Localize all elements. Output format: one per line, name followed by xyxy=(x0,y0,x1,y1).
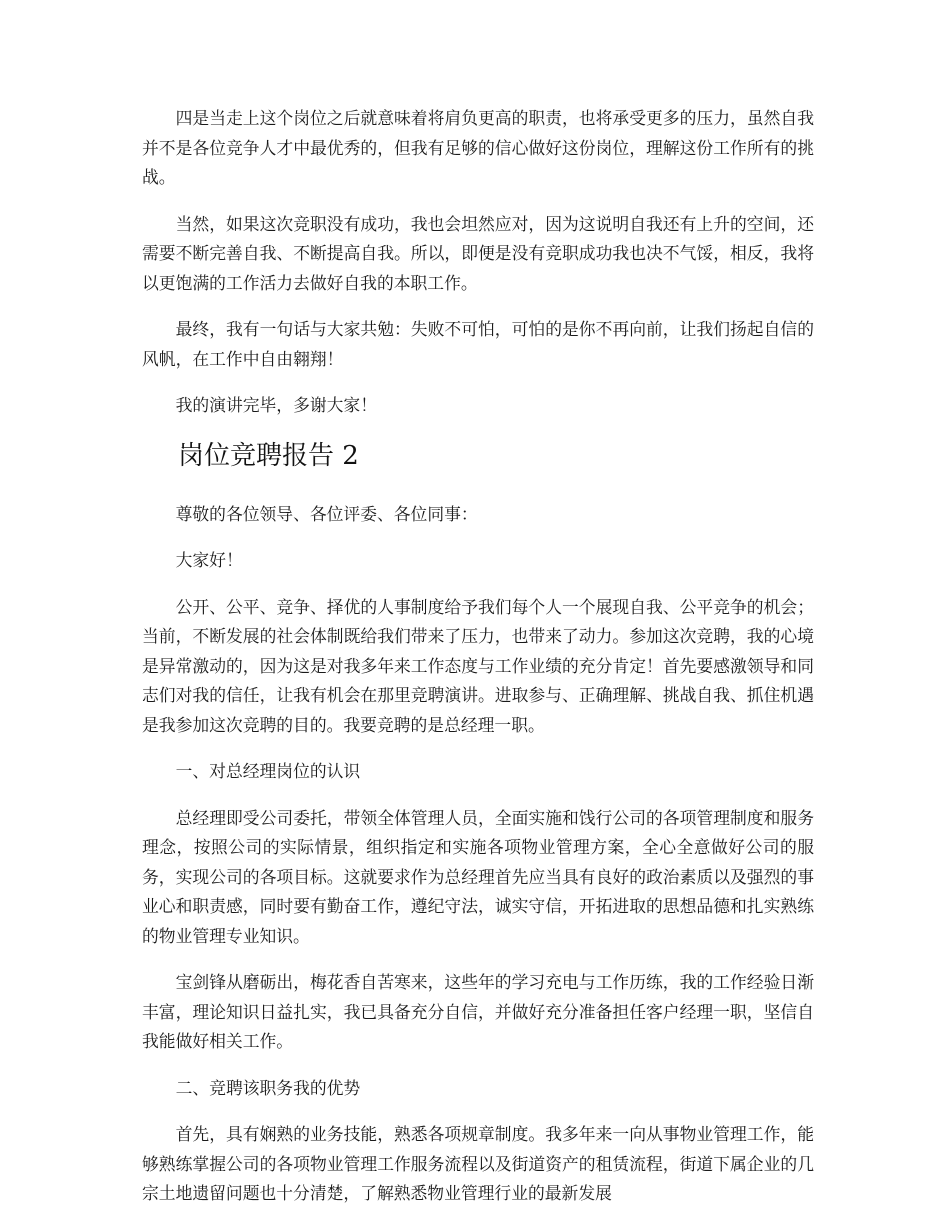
section-heading: 岗位竞聘报告 2 xyxy=(178,440,359,471)
paragraph-duty-pressure: 四是当走上这个岗位之后就意味着将肩负更高的职责，也将承受更多的压力，虽然自我并不是各位竞争人才中最优秀的，但我有足够的信心做好这份岗位，理解这份工作所有的挑战。 xyxy=(142,108,814,187)
paragraph-salutation: 尊敬的各位领导、各位评委、各位同事： xyxy=(175,503,478,524)
paragraph-speech-end: 我的演讲完毕，多谢大家！ xyxy=(175,395,377,415)
paragraph-greeting: 大家好！ xyxy=(175,550,243,570)
paragraph-introduction: 公开、公平、竞争、择优的人事制度给予我们每个人一个展现自我、公平竞争的机会；当前，不断发展的社会体制既给我们带来了压力，也带来了动力。参加这次竞聘，我的心境是异常激动的，因为这是对我多年来工作态度与工作业绩的充分肯定！首先要感激领导和同志们对我的信任，让我有机会在那里竞聘演讲。进取参与、正确理解、挑战自我、抓住机遇是我参加这次竞聘的目的。我要竞聘的是总经理一职。 xyxy=(142,596,814,735)
paragraph-if-not-successful: 当然，如果这次竞职没有成功，我也会坦然应对，因为这说明自我还有上升的空间，还需要不断完善自我、不断提高自我。所以，即便是没有竞职成功我也决不气馁，相反，我将以更饱满的工作活力去做好自我的本职工作。 xyxy=(142,213,814,293)
paragraph-role-description: 总经理即受公司委托，带领全体管理人员，全面实施和饯行公司的各项管理制度和服务理念，按照公司的实际情景，组织指定和实施各项物业管理方案，全心全意做好公司的服务，实现公司的各项目标。这就要求作为总经理首先应当具有良好的政治素质以及强烈的事业心和职责感，同时要有勤奋工作，遵纪守法，诚实守信，开拓进取的思想品德和扎实熟练的物业管理专业知识。 xyxy=(142,807,814,946)
subheading-advantages: 二、竞聘该职务我的优势 xyxy=(175,1077,361,1098)
paragraph-skills: 首先，具有娴熟的业务技能，熟悉各项规章制度。我多年来一向从事物业管理工作，能够熟练掌握公司的各项物业管理工作服务流程以及街道资产的租赁流程，街道下属企业的几宗土地遗留问题也十分清楚，了解熟悉物业管理行业的最新发展 xyxy=(142,1124,814,1203)
document-page xyxy=(142,104,814,1226)
paragraph-experience: 宝剑锋从磨砺出，梅花香自苦寒来，这些年的学习充电与工作历练，我的工作经验日渐丰富，理论知识日益扎实，我已具备充分自信，并做好充分准备担任客户经理一职，坚信自我能做好相关工作。 xyxy=(142,972,814,1051)
subheading-role-understanding: 一、对总经理岗位的认识 xyxy=(175,761,361,781)
paragraph-closing-motto: 最终，我有一句话与大家共勉：失败不可怕，可怕的是你不再向前，让我们扬起自信的风帆，在工作中自由翱翔！ xyxy=(142,319,814,369)
